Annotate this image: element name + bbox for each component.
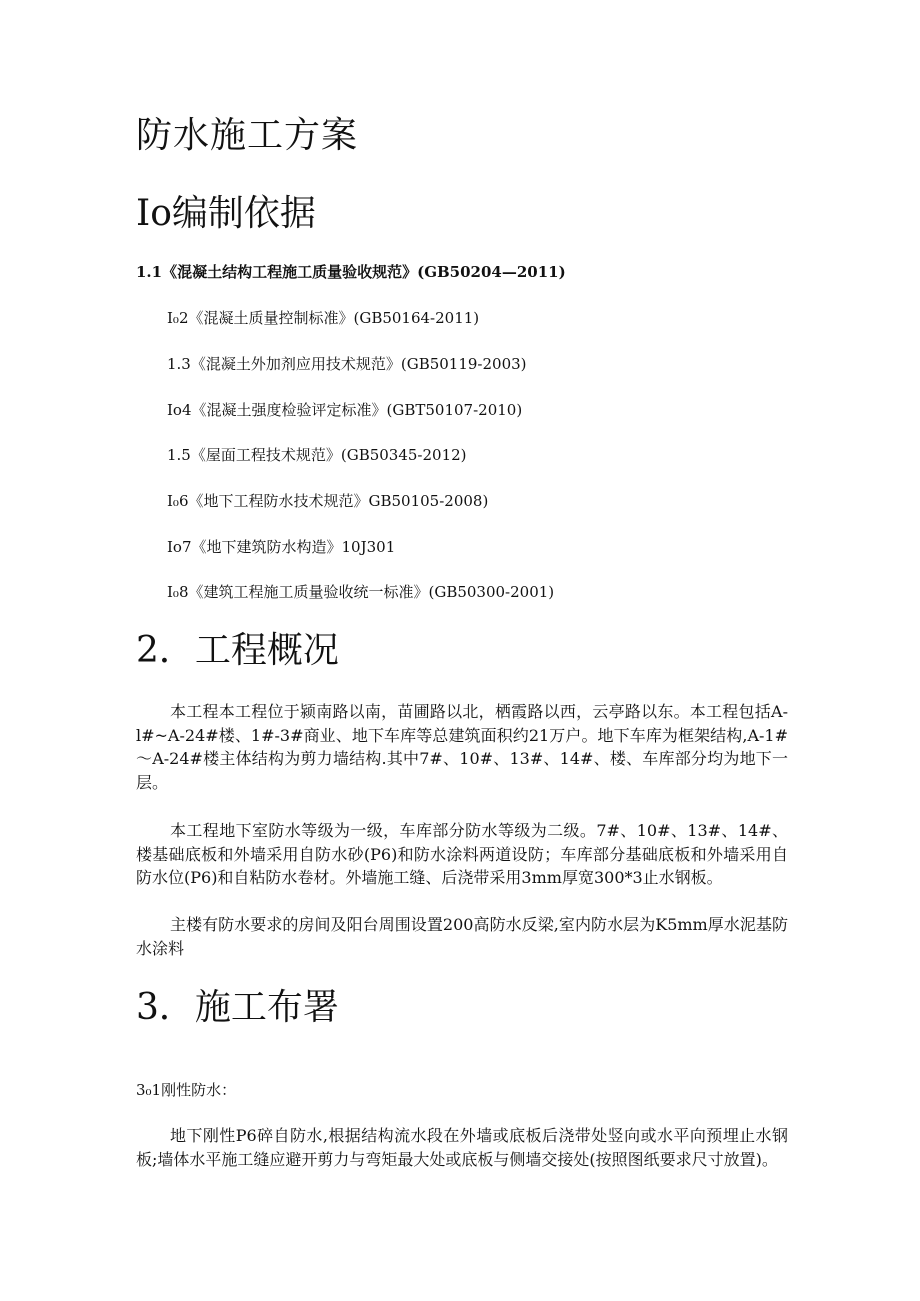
reference-item: 1.1《混凝土结构工程施工质量验收规范》(GB50204—2011) [136, 263, 566, 281]
body-paragraph: 本工程本工程位于颍南路以南，苗圃路以北，栖霞路以西，云亭路以东。本工程包括A-l#~A-24#楼、1#-3#商业、地下车库等总建筑面积约21万户。地下车库为框架结构,A-1#～A-24#楼主体结构为剪力墙结构.其中7#、10#、13#、14#、楼、车库部分均为地下一层。 [136, 702, 788, 792]
document-title: 防水施工方案 [136, 115, 359, 156]
body-paragraph: 主楼有防水要求的房间及阳台周围设置200高防水反梁,室内防水层为K5mm厚水泥基防水涂料 [136, 915, 788, 958]
reference-item: I₀6《地下工程防水技术规范》GB50105-2008) [167, 492, 489, 510]
reference-item: Io7《地下建筑防水构造》10J301 [167, 538, 396, 556]
reference-item: I₀2《混凝土质量控制标准》(GB50164-2011) [167, 309, 480, 327]
body-paragraph: 本工程地下室防水等级为一级，车库部分防水等级为二级。7#、10#、13#、14#、楼基础底板和外墙采用自防水砂(P6)和防水涂料两道设防；车库部分基础底板和外墙采用自防水位(P6)和自粘防水卷材。外墙施工缝、后浇带采用3mm厚宽300*3止水钢板。 [136, 821, 788, 887]
reference-item: I₀8《建筑工程施工质量验收统一标准》(GB50300-2001) [167, 583, 555, 601]
reference-item: 1.5《屋面工程技术规范》(GB50345-2012) [167, 446, 467, 464]
section-heading-overview: 2．工程概况 [136, 630, 339, 671]
body-paragraph: 地下刚性P6碎自防水,根据结构流水段在外墙或底板后浇带处竖向或水平向预埋止水钢板;墙体水平施工缝应避开剪力与弯矩最大处或底板与侧墙交接处(按照图纸要求尺寸放置)。 [136, 1126, 788, 1169]
subsection-heading: 3₀1刚性防水： [136, 1081, 237, 1099]
reference-item: Io4《混凝土强度检验评定标准》(GBT50107-2010) [167, 401, 523, 419]
section-heading-basis: Io编制依据 [136, 193, 316, 234]
section-heading-deployment: 3．施工布署 [136, 987, 339, 1028]
reference-item: 1.3《混凝土外加剂应用技术规范》(GB50119-2003) [167, 355, 527, 373]
